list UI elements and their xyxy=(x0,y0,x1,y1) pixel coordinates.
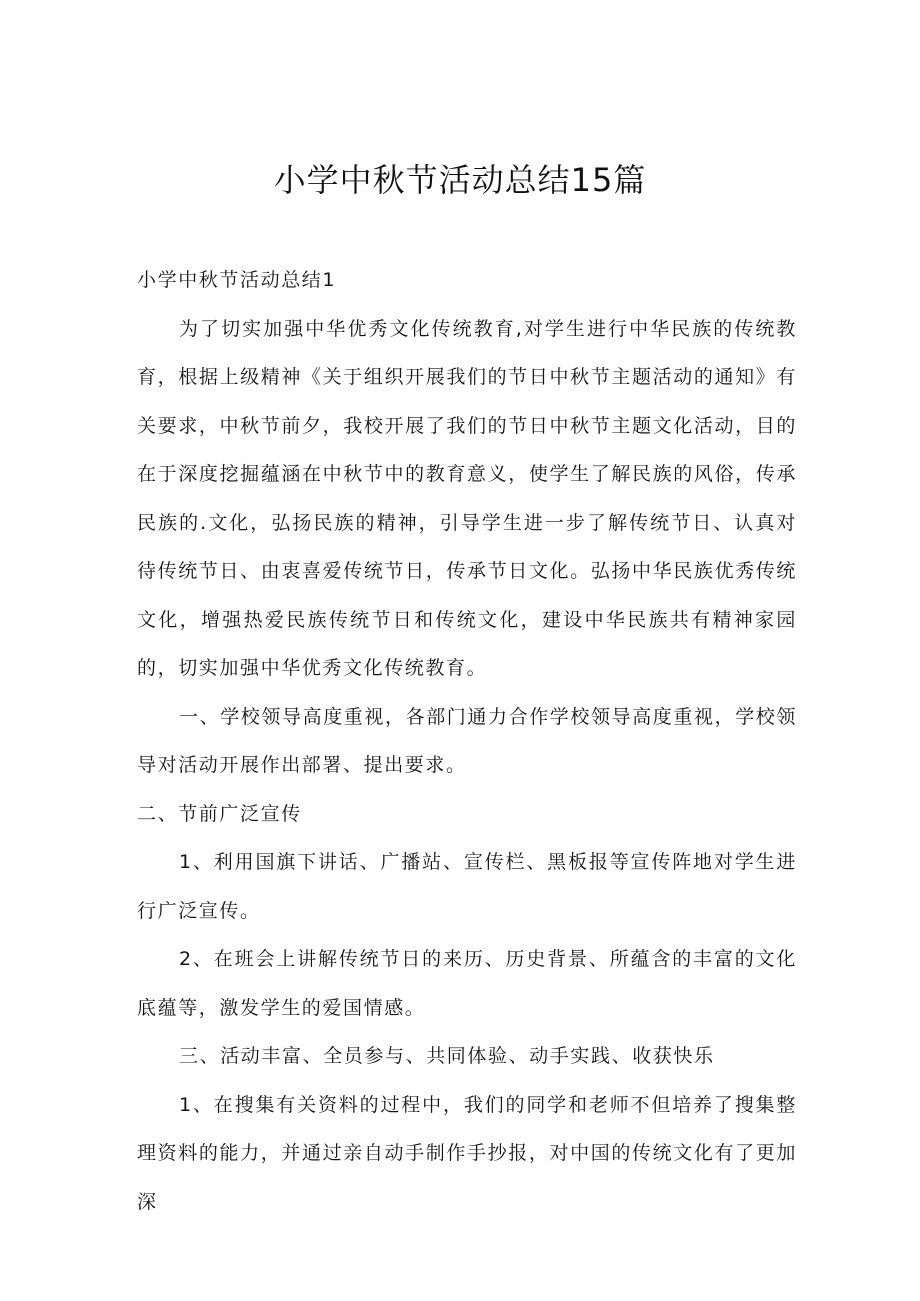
section-heading: 小学中秋节活动总结1 xyxy=(137,269,337,291)
paragraph-publicity-1: 1、利用国旗下讲话、广播站、宣传栏、黑板报等宣传阵地对学生进行广泛宣传。 xyxy=(137,851,797,922)
heading-publicity: 二、节前广泛宣传 xyxy=(137,802,302,825)
paragraph-leadership: 一、学校领导高度重视，各部门通力合作学校领导高度重视，学校领导对活动开展作出部署、提出要求。 xyxy=(137,705,798,776)
paragraph-publicity-2: 2、在班会上讲解传统节日的来历、历史背景、所蕴含的丰富的文化底蕴等，激发学生的爱国情感。 xyxy=(137,948,797,1019)
document-title: 小学中秋节活动总结15篇 xyxy=(273,161,647,199)
paragraph-intro: 为了切实加强中华优秀文化传统教育,对学生进行中华民族的传统教育，根据上级精神《关于组织开展我们的节日中秋节主题活动的通知》有关要求，中秋节前夕，我校开展了我们的节日中秋节主题文化活动，目的在于深度挖掘蕴涵在中秋节中的教育意义，使学生了解民族的风俗，传承民族的.文化，弘扬民族的精神，引导学生进一步了解传统节日、认真对待传统节日、由衷喜爱传统节日，传承节日文化。弘扬中华民族优秀传统文化，增强热爱民族传统节日和传统文化，建设中华民族共有精神家园的，切实加强中华优秀文化传统教育。 xyxy=(137,317,797,679)
heading-activities: 三、活动丰富、全员参与、共同体验、动手实践、收获快乐 xyxy=(179,1045,715,1067)
paragraph-activities-1: 1、在搜集有关资料的过程中，我们的同学和老师不但培养了搜集整理资料的能力，并通过亲自动手制作手抄报，对中国的传统文化有了更加深 xyxy=(137,1093,797,1213)
document-body xyxy=(137,256,797,1226)
